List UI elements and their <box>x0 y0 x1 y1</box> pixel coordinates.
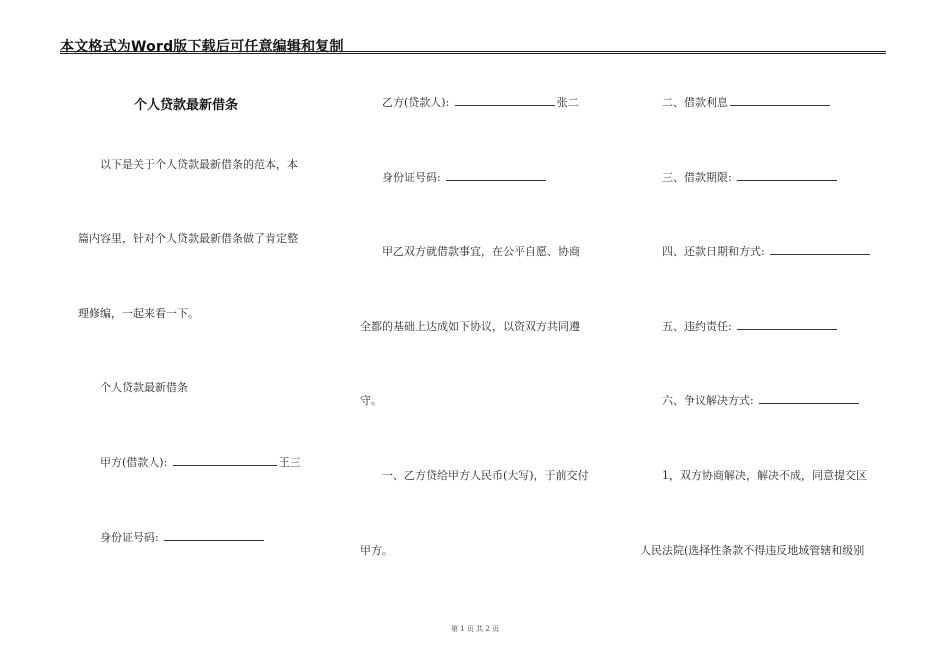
party-b-label: 乙方(贷款人): <box>382 96 450 109</box>
clause-4-label: 四、还款日期和方式: <box>662 245 765 258</box>
clause-6-line <box>662 392 861 408</box>
header-divider <box>60 51 886 54</box>
party-a-id-blank <box>164 530 264 541</box>
clause-4-line <box>662 243 872 259</box>
party-a-blank <box>173 455 277 466</box>
party-b-line <box>382 94 579 110</box>
clause-6-blank <box>759 393 859 404</box>
party-b-id-label: 身份证号码: <box>382 171 441 184</box>
agreement-line-2: 全都的基础上达成如下协议，以资双方共同遵 <box>360 320 580 333</box>
subtitle: 个人贷款最新借条 <box>100 381 188 394</box>
clause-3-label: 三、借款期限: <box>662 171 732 184</box>
party-b-id-line <box>382 169 548 185</box>
document-banner: 本文格式为Word版下载后可任意编辑和复制 <box>60 39 344 55</box>
clause-2-line <box>662 94 832 110</box>
document-title: 个人贷款最新借条 <box>134 98 239 113</box>
intro-line-3: 理修编，一起来看一下。 <box>78 307 199 320</box>
clause-5-line <box>662 318 839 334</box>
clause-2-label: 二、借款利息 <box>662 96 728 109</box>
clause-3-line <box>662 169 839 185</box>
clause-6-label: 六、争议解决方式: <box>662 394 754 407</box>
clause-5-blank <box>737 319 837 330</box>
page-number: 第 1 页 共 2 页 <box>450 625 500 633</box>
clause-1-line-1: 一、乙方贷给甲方人民币(大写)，于前交付 <box>382 469 589 482</box>
dispute-line-2: 人民法院(选择性条款不得违反地域管辖和级别 <box>640 544 865 557</box>
intro-line-1: 以下是关于个人贷款最新借条的范本，本 <box>100 158 298 171</box>
party-a-id-line <box>100 529 266 545</box>
clause-2-blank <box>730 95 830 106</box>
party-b-id-blank <box>446 170 546 181</box>
dispute-line-1: 1，双方协商解决，解决不成，同意提交区 <box>662 469 867 482</box>
agreement-line-3: 守。 <box>360 394 382 407</box>
intro-line-2: 篇内容里，针对个人贷款最新借条做了肯定整 <box>78 232 298 245</box>
party-a-line <box>100 454 301 470</box>
party-a-label: 甲方(借款人): <box>100 456 168 469</box>
agreement-line-1: 甲乙双方就借款事宜，在公平自愿、协商 <box>382 245 580 258</box>
party-a-name: 王三 <box>278 456 301 469</box>
clause-5-label: 五、违约责任: <box>662 320 732 333</box>
clause-1-line-2: 甲方。 <box>360 544 393 557</box>
party-a-id-label: 身份证号码: <box>100 531 159 544</box>
clause-4-blank <box>770 244 870 255</box>
party-b-blank <box>455 95 555 106</box>
party-b-name: 张二 <box>556 96 579 109</box>
clause-3-blank <box>737 170 837 181</box>
